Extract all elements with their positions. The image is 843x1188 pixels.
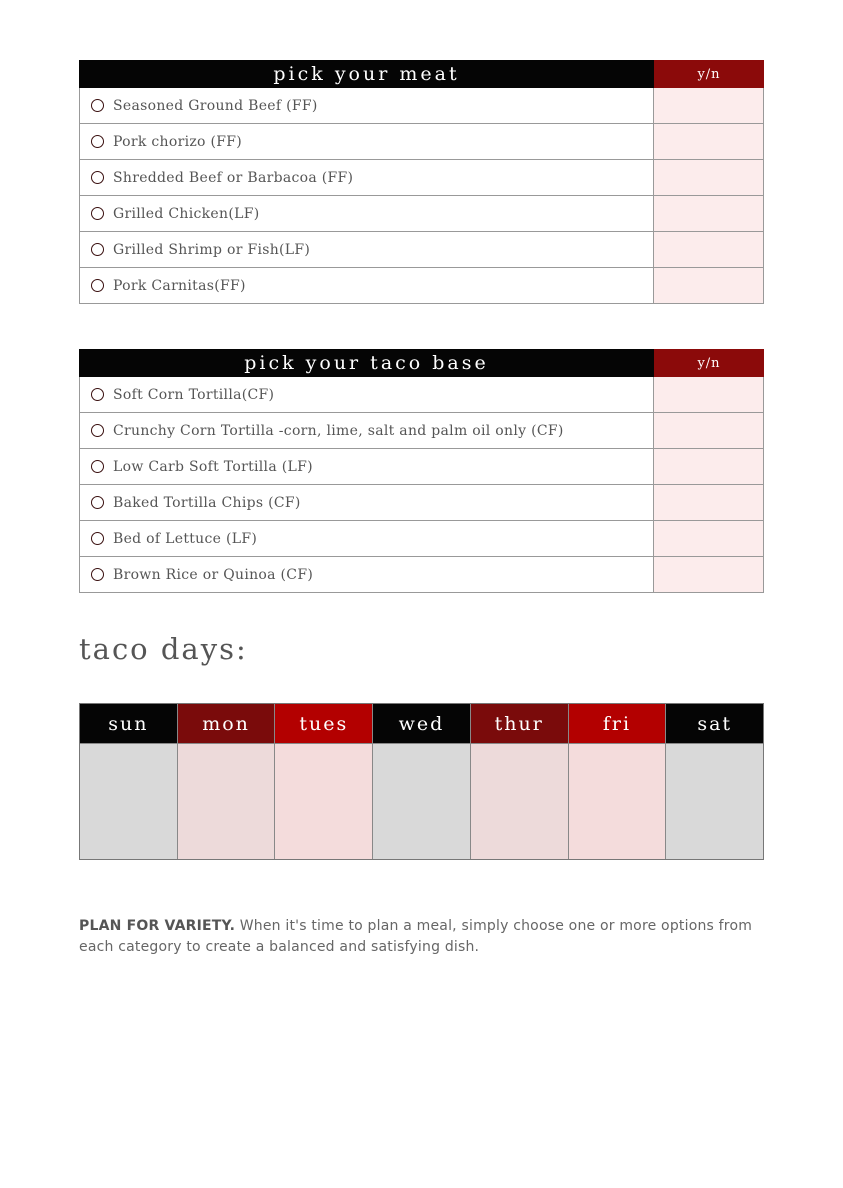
option-row	[79, 377, 764, 413]
day-column-mon	[178, 704, 276, 859]
yn-cell[interactable]	[654, 232, 763, 267]
day-column-wed	[373, 704, 471, 859]
day-column-sun	[80, 704, 178, 859]
day-column-fri	[569, 704, 667, 859]
option-row	[79, 88, 764, 124]
day-cell[interactable]	[471, 743, 568, 859]
radio-button[interactable]	[91, 135, 104, 148]
option-row	[79, 485, 764, 521]
option-row	[79, 232, 764, 268]
option-cell	[80, 196, 654, 231]
yn-cell[interactable]	[654, 557, 763, 592]
option-row	[79, 521, 764, 557]
day-header: fri	[569, 704, 666, 743]
option-cell	[80, 88, 654, 123]
option-cell	[80, 377, 654, 412]
yn-cell[interactable]	[654, 413, 763, 448]
meat-table	[79, 60, 764, 304]
day-cell[interactable]	[80, 743, 177, 859]
day-header: sun	[80, 704, 177, 743]
option-cell	[80, 268, 654, 303]
option-cell	[80, 521, 654, 556]
yn-cell[interactable]	[654, 377, 763, 412]
yn-cell[interactable]	[654, 268, 763, 303]
day-cell[interactable]	[569, 743, 666, 859]
radio-button[interactable]	[91, 388, 104, 401]
option-cell	[80, 232, 654, 267]
radio-button[interactable]	[91, 171, 104, 184]
radio-button[interactable]	[91, 99, 104, 112]
option-row	[79, 449, 764, 485]
option-label: Baked Tortilla Chips (CF)	[113, 494, 301, 511]
day-header: thur	[471, 704, 568, 743]
radio-button[interactable]	[91, 568, 104, 581]
option-cell	[80, 485, 654, 520]
day-header: tues	[275, 704, 372, 743]
option-row	[79, 160, 764, 196]
yn-cell[interactable]	[654, 521, 763, 556]
variety-note-bold: PLAN FOR VARIETY.	[79, 918, 236, 934]
radio-button[interactable]	[91, 207, 104, 220]
option-label: Shredded Beef or Barbacoa (FF)	[113, 169, 354, 186]
base-table-title: pick your taco base	[79, 349, 654, 377]
yn-cell[interactable]	[654, 485, 763, 520]
option-cell	[80, 449, 654, 484]
yn-cell[interactable]	[654, 124, 763, 159]
option-label: Crunchy Corn Tortilla -corn, lime, salt and palm oil only (CF)	[113, 422, 564, 439]
yn-cell[interactable]	[654, 88, 763, 123]
option-label: Grilled Chicken(LF)	[113, 205, 260, 222]
yn-cell[interactable]	[654, 449, 763, 484]
option-label: Pork Carnitas(FF)	[113, 277, 246, 294]
option-row	[79, 557, 764, 593]
option-cell	[80, 124, 654, 159]
radio-button[interactable]	[91, 460, 104, 473]
base-table-header	[79, 349, 764, 377]
taco-days-heading: taco days:	[79, 632, 248, 666]
option-row	[79, 413, 764, 449]
option-label: Grilled Shrimp or Fish(LF)	[113, 241, 311, 258]
radio-button[interactable]	[91, 279, 104, 292]
radio-button[interactable]	[91, 496, 104, 509]
option-cell	[80, 413, 654, 448]
day-column-thur	[471, 704, 569, 859]
option-cell	[80, 160, 654, 195]
option-row	[79, 124, 764, 160]
option-cell	[80, 557, 654, 592]
radio-button[interactable]	[91, 424, 104, 437]
day-cell[interactable]	[373, 743, 470, 859]
yn-cell[interactable]	[654, 196, 763, 231]
option-label: Pork chorizo (FF)	[113, 133, 243, 150]
taco-days-calendar	[79, 703, 764, 860]
option-label: Bed of Lettuce (LF)	[113, 530, 258, 547]
option-row	[79, 196, 764, 232]
option-label: Seasoned Ground Beef (FF)	[113, 97, 318, 114]
meat-yn-header: y/n	[654, 60, 764, 88]
meat-table-header	[79, 60, 764, 88]
base-yn-header: y/n	[654, 349, 764, 377]
day-cell[interactable]	[275, 743, 372, 859]
base-table	[79, 349, 764, 593]
day-cell[interactable]	[666, 743, 763, 859]
day-header: mon	[178, 704, 275, 743]
day-column-tues	[275, 704, 373, 859]
day-column-sat	[666, 704, 763, 859]
option-label: Brown Rice or Quinoa (CF)	[113, 566, 314, 583]
radio-button[interactable]	[91, 532, 104, 545]
option-row	[79, 268, 764, 304]
variety-note-text: When it's time to plan a meal, simply choose one or more options from each category to create a balanced and satisfying dish.	[79, 918, 753, 955]
variety-note	[79, 916, 769, 958]
day-header: wed	[373, 704, 470, 743]
option-label: Low Carb Soft Tortilla (LF)	[113, 458, 313, 475]
day-cell[interactable]	[178, 743, 275, 859]
option-label: Soft Corn Tortilla(CF)	[113, 386, 275, 403]
radio-button[interactable]	[91, 243, 104, 256]
yn-cell[interactable]	[654, 160, 763, 195]
meat-table-title: pick your meat	[79, 60, 654, 88]
day-header: sat	[666, 704, 763, 743]
